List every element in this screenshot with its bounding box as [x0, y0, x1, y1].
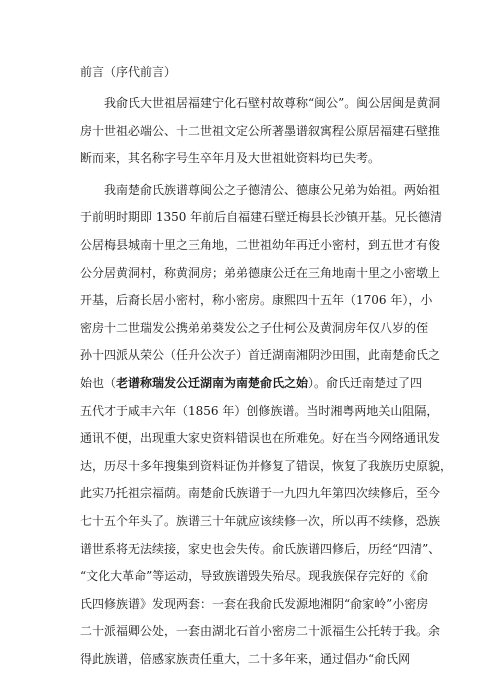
text-line: 二十派福卿公处，一套由湖北石首小密房二十派福生公托转于我。余: [80, 624, 441, 639]
text-line: 房十世祖必端公、十二世祖文定公所著墨谱叙寓程公原居福建石壁推: [80, 123, 441, 138]
text-line: 谱世系将无法续接，家史也会失传。俞氏族谱四修后，历经“四清”、: [80, 541, 441, 556]
text-segment: 始也（: [80, 375, 117, 390]
text-line: 公居梅县城南十里之三角地，二世祖幼年再迁小密村，到五世才有俊: [80, 237, 441, 252]
text-segment: ）。俞氏迁南楚过了四: [308, 375, 423, 390]
text-line: 五代才于咸丰六年（1856 年）创修族谱。当时湘粤两地关山阻隔，: [80, 403, 439, 418]
document-page: [80, 62, 453, 677]
document-title: 前言（序代前言）: [80, 65, 177, 79]
bold-note: 老谱称瑞发公迁湖南为南楚俞氏之始: [116, 375, 309, 390]
text-line-with-bold: [80, 370, 428, 398]
text-line: 达，历尽十多年搜集到资料证伪并修复了错误，恢复了我族历史原貌，: [80, 458, 453, 473]
text-line: 孙十四派从荣公（任升公次子）首迁湖南湘阴沙田围，此南楚俞氏之: [80, 348, 441, 363]
text-line: 于前明时期即 1350 年前后自福建石壁迁梅县长沙镇开基。兄长德清: [80, 210, 443, 225]
text-line: 此实乃托祖宗福荫。南楚俞氏族谱于一九四九年第四次续修后，至今: [80, 486, 441, 501]
text-line: 我南楚俞氏族谱尊闽公之子德清公、德康公兄弟为始祖。两始祖: [104, 182, 441, 197]
text-line: 开基，后裔长居小密村，称小密房。康熙四十五年（1706 年），小: [80, 293, 433, 308]
paragraph-2: [80, 177, 453, 674]
text-line: 得此族谱，倍感家族责任重大，二十多年来，通过倡办“俞氏网: [80, 651, 411, 666]
text-line: 密房十二世瑞发公携弟弟葵发公之子仕柯公及黄洞房年仅八岁的侄: [80, 320, 429, 335]
text-line: 公分居黄洞村，称黄洞房；弟弟德康公迁在三角地南十里之小密墩上: [80, 265, 441, 280]
paragraph-1: [80, 90, 441, 173]
text-line: 七十五个年头了。族谱三十年就应该续修一次，所以再不续修，恐族: [80, 513, 441, 528]
text-line: 我俞氏大世祖居福建宁化石壁村故尊称“闽公”。闽公居闽是黄洞: [104, 96, 441, 110]
text-line: 通讯不便，出现重大家史资料错误也在所难免。好在当今网络通讯发: [80, 431, 441, 446]
text-line: “文化大革命”等运动，导致族谱毁失殆尽。现我族保存完好的《俞: [80, 569, 429, 584]
text-line: 氏四修族谱》发现两套：一套在我俞氏发源地湘阴“俞家岭”小密房: [80, 596, 429, 611]
text-line: 断而来，其名称字号生卒年月及大世祖妣资料均已失考。: [80, 151, 381, 166]
